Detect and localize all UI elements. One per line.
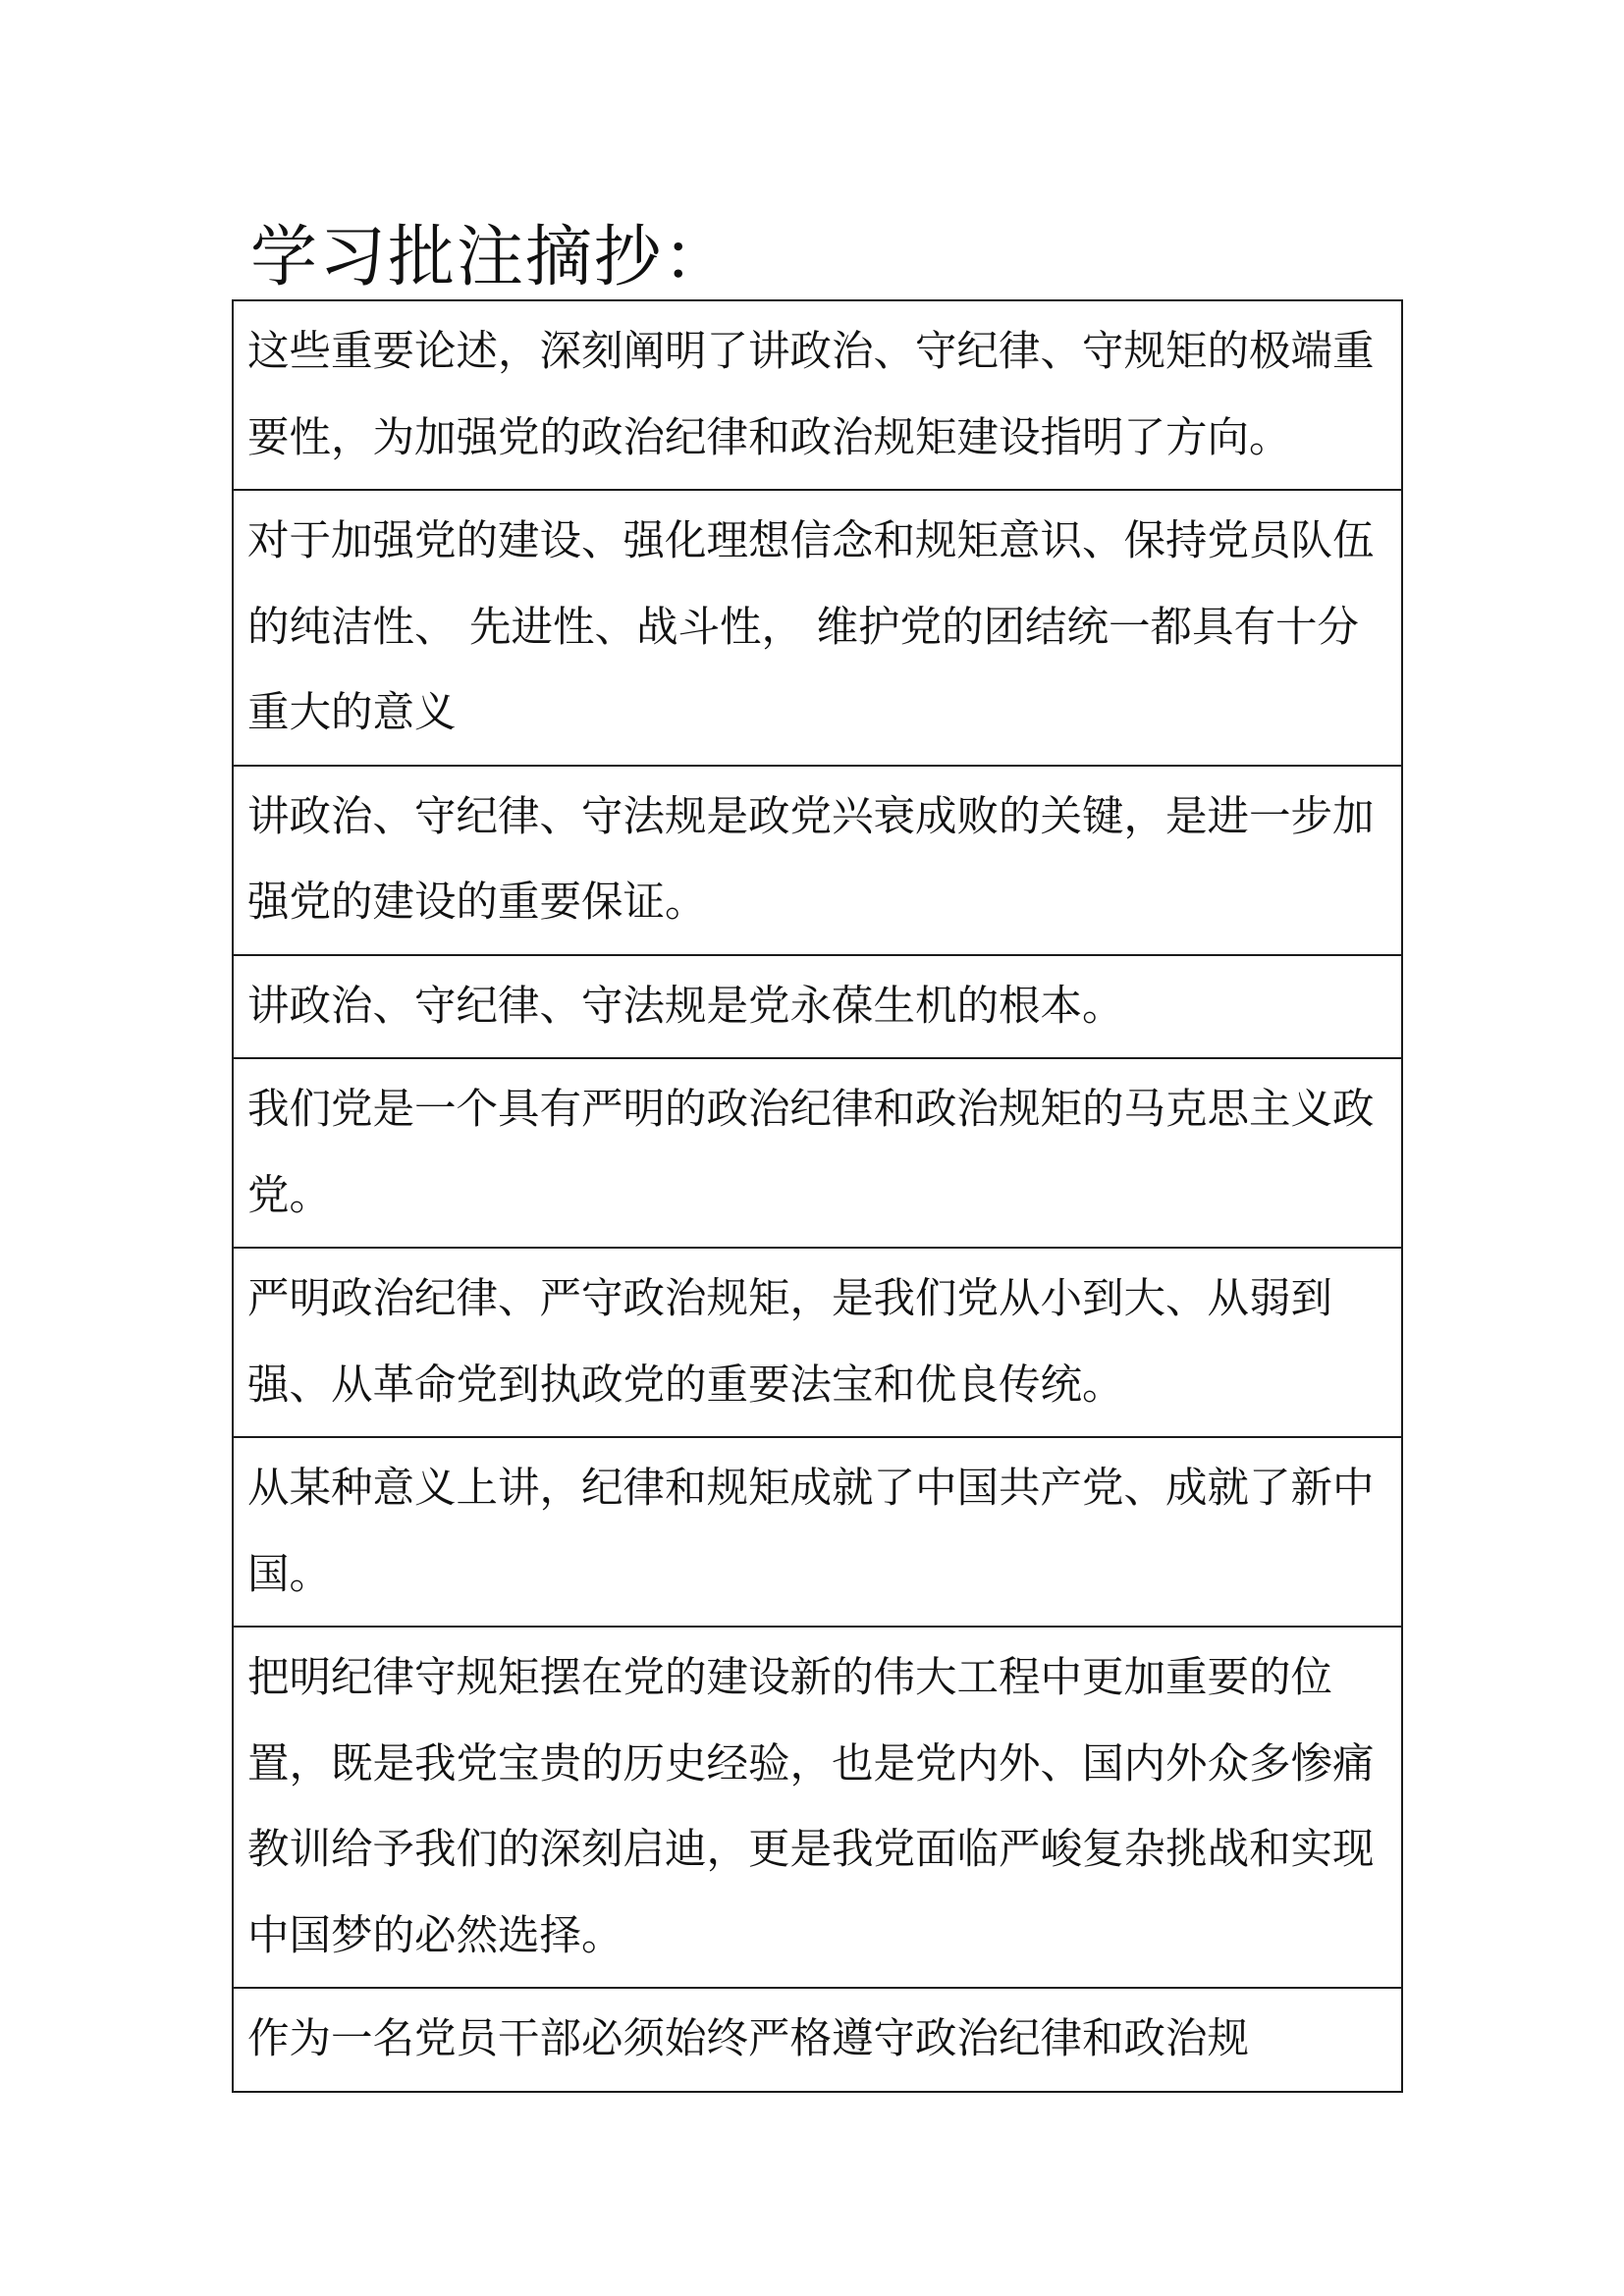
excerpt-cell: 讲政治、守纪律、守法规是党永葆生机的根本。	[233, 955, 1402, 1059]
table-row	[233, 300, 1402, 490]
table-row	[233, 1058, 1402, 1248]
excerpt-table	[232, 299, 1403, 2093]
table-row	[233, 955, 1402, 1059]
excerpt-cell: 我们党是一个具有严明的政治纪律和政治规矩的马克思主义政党。	[233, 1058, 1402, 1248]
excerpt-cell: 这些重要论述，深刻阐明了讲政治、守纪律、守规矩的极端重要性，为加强党的政治纪律和政治规矩建设指明了方向。	[233, 300, 1402, 490]
table-row	[233, 1988, 1402, 2092]
page-title: 学习批注摘抄：	[250, 219, 732, 296]
table-row	[233, 1627, 1402, 1988]
excerpt-cell: 从某种意义上讲，纪律和规矩成就了中国共产党、成就了新中国。	[233, 1437, 1402, 1627]
table-row	[233, 766, 1402, 955]
excerpt-cell: 对于加强党的建设、强化理想信念和规矩意识、保持党员队伍的纯洁性、 先进性、战斗性， 维护党的团结统一都具有十分重大的意义	[233, 490, 1402, 766]
excerpt-cell: 把明纪律守规矩摆在党的建设新的伟大工程中更加重要的位置，既是我党宝贵的历史经验，也是党内外、国内外众多惨痛教训给予我们的深刻启迪，更是我党面临严峻复杂挑战和实现中国梦的必然选择。	[233, 1627, 1402, 1988]
excerpt-cell: 严明政治纪律、严守政治规矩，是我们党从小到大、从弱到强、从革命党到执政党的重要法宝和优良传统。	[233, 1248, 1402, 1437]
table-row	[233, 1437, 1402, 1627]
table-row	[233, 490, 1402, 766]
table-row	[233, 1248, 1402, 1437]
excerpt-cell: 作为一名党员干部必须始终严格遵守政治纪律和政治规	[233, 1988, 1402, 2092]
excerpt-cell: 讲政治、守纪律、守法规是政党兴衰成败的关键，是进一步加强党的建设的重要保证。	[233, 766, 1402, 955]
